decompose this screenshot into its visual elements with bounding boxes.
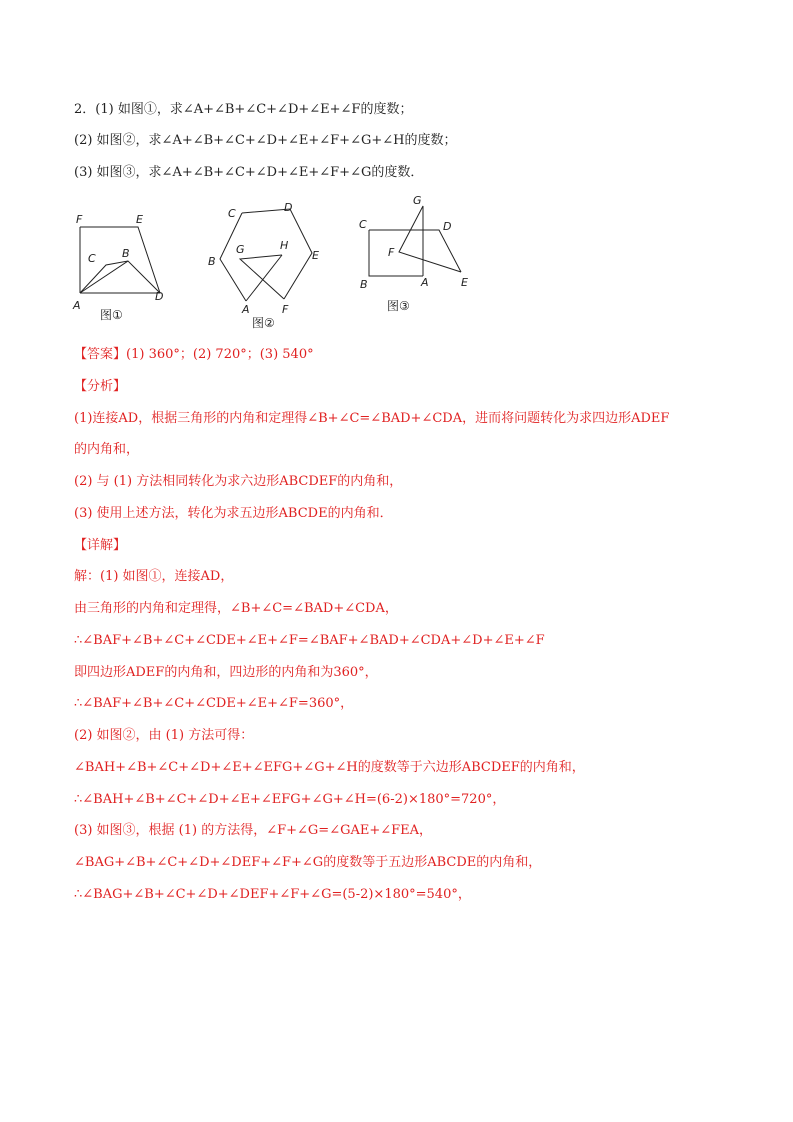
fig2-label-a: A xyxy=(242,303,250,316)
fig3-label-e: E xyxy=(461,276,468,289)
fig3-label-f: F xyxy=(388,246,395,259)
question-part-3: (3) 如图③，求∠A+∠B+∠C+∠D+∠E+∠F+∠G的度数． xyxy=(74,165,424,180)
fig1-line-ab xyxy=(80,261,128,293)
fig3-label-c: C xyxy=(359,218,367,231)
detail-line-4: 即四边形ADEF的内角和，四边形的内角和为360°， xyxy=(74,665,378,680)
detail-line-2: 由三角形的内角和定理得，∠B+∠C=∠BAD+∠CDA， xyxy=(74,601,398,616)
analysis-heading: 【分析】 xyxy=(74,379,127,394)
fig2-label-g: G xyxy=(236,243,245,256)
detail-line-6: (2) 如图②，由 (1) 方法可得： xyxy=(74,728,254,743)
detail-line-1: 解：(1) 如图①，连接AD， xyxy=(74,569,234,584)
fig3-line-agfe xyxy=(399,206,461,276)
answer-text: (1) 360°；(2) 720°；(3) 540° xyxy=(126,347,314,362)
fig2-label-f: F xyxy=(282,303,289,316)
analysis-line-2: 的内角和， xyxy=(74,442,140,457)
fig3-label-d: D xyxy=(443,220,452,233)
fig1-label-d: D xyxy=(155,290,164,303)
fig2-label-d: D xyxy=(284,201,293,214)
fig3-label-a: A xyxy=(421,276,429,289)
fig2-label-e: E xyxy=(312,249,319,262)
answer-line xyxy=(74,346,314,364)
fig3-rect-left xyxy=(369,230,423,276)
detail-line-7: ∠BAH+∠B+∠C+∠D+∠E+∠EFG+∠G+∠H的度数等于六边形ABCDEF的内角和， xyxy=(74,760,585,775)
fig3-rect-top xyxy=(369,230,461,272)
detail-heading: 【详解】 xyxy=(74,538,127,553)
fig1-label-c: C xyxy=(88,252,96,265)
detail-line-8: ∴∠BAH+∠B+∠C+∠D+∠E+∠EFG+∠G+∠H=(6-2)×180°=720°， xyxy=(74,792,506,807)
detail-line-10: ∠BAG+∠B+∠C+∠D+∠DEF+∠F+∠G的度数等于五边形ABCDE的内角和， xyxy=(74,855,542,870)
question-part-1: 2．(1) 如图①，求∠A+∠B+∠C+∠D+∠E+∠F的度数； xyxy=(74,102,413,117)
fig3-caption: 图③ xyxy=(387,299,410,313)
question-part-2: (2) 如图②，求∠A+∠B+∠C+∠D+∠E+∠F+∠G+∠H的度数； xyxy=(74,133,457,148)
fig2-label-b: B xyxy=(208,255,216,268)
fig2-outer-right xyxy=(242,209,312,299)
figure-2 xyxy=(200,195,330,335)
fig2-label-h: H xyxy=(280,239,289,252)
detail-line-5: ∴∠BAF+∠B+∠C+∠CDE+∠E+∠F=360°， xyxy=(74,696,354,711)
fig1-label-b: B xyxy=(122,247,130,260)
detail-line-3: ∴∠BAF+∠B+∠C+∠CDE+∠E+∠F=∠BAF+∠BAD+∠CDA+∠D+∠E+∠F xyxy=(74,633,545,648)
detail-line-9: (3) 如图③，根据 (1) 的方法得，∠F+∠G=∠GAE+∠FEA， xyxy=(74,823,433,838)
fig3-label-g: G xyxy=(413,194,422,207)
fig2-line-ah xyxy=(246,255,282,301)
analysis-line-1: (1)连接AD，根据三角形的内角和定理得∠B+∠C=∠BAD+∠CDA，进而将问题转化为求四边形ADEF xyxy=(74,411,670,426)
analysis-line-3: (2) 与 (1) 方法相同转化为求六边形ABCDEF的内角和， xyxy=(74,474,403,489)
figure-3 xyxy=(355,190,485,320)
figure-1 xyxy=(68,205,178,325)
fig1-caption: 图① xyxy=(100,308,123,322)
fig2-label-c: C xyxy=(228,207,236,220)
fig1-label-e: E xyxy=(136,213,143,226)
fig1-label-f: F xyxy=(76,213,83,226)
fig2-outer-left xyxy=(220,213,246,301)
fig2-caption: 图② xyxy=(252,316,275,330)
answer-heading: 【答案】 xyxy=(74,347,127,362)
fig3-label-b: B xyxy=(360,278,368,291)
analysis-line-4: (3) 使用上述方法，转化为求五边形ABCDE的内角和． xyxy=(74,506,393,521)
fig1-label-a: A xyxy=(73,299,81,312)
detail-line-11: ∴∠BAG+∠B+∠C+∠D+∠DEF+∠F+∠G=(5-2)×180°=540°， xyxy=(74,887,471,902)
